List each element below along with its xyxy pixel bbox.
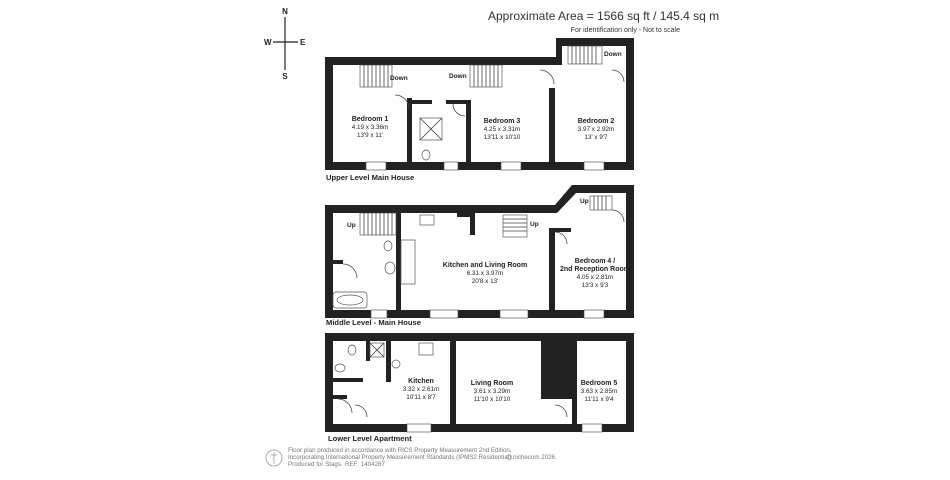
middle-level-plan <box>325 185 634 327</box>
footer-line-1: Floor plan produced in accordance with RICS Property Measurement 2nd Edition, <box>288 447 512 454</box>
approximate-area-text: Approximate Area = 1566 sq ft / 145.4 sq m <box>488 9 720 23</box>
bedroom-5-label: Bedroom 5 <box>580 380 618 387</box>
bedroom-5-imperial: 11'11 x 9'4 <box>584 396 614 403</box>
bedroom-3-metric: 4.25 x 3.31m <box>483 126 521 133</box>
upper-down-label-2: Down <box>449 73 467 80</box>
bedroom-2-metric: 3.97 x 2.92m <box>577 126 615 133</box>
kitchen-living-imperial: 20'8 x 13' <box>471 278 499 285</box>
footer-reference: REF: 1404287 <box>345 461 385 468</box>
bedroom-4-metric: 4.05 x 2.81m <box>576 274 614 281</box>
kitchen-worktop <box>401 240 415 284</box>
bedroom-3-imperial: 13'11 x 10'10 <box>483 134 521 141</box>
bedroom-4-label-line1: Bedroom 4 / <box>574 258 616 265</box>
kitchen-imperial: 10'11 x 8'7 <box>406 394 436 401</box>
lower-level-title: Lower Level Apartment <box>328 434 412 443</box>
rics-logo <box>266 450 282 466</box>
footer-line-2: Incorporating International Property Measurement Standards (IPMS2 Residential). <box>288 454 513 461</box>
upper-down-label-3: Down <box>604 51 622 58</box>
bedroom-1-label: Bedroom 1 <box>351 116 389 123</box>
upper-stairs-middle <box>470 65 502 87</box>
kitchen-living-label: Kitchen and Living Room <box>442 262 528 269</box>
lower-toilet-1 <box>348 345 356 355</box>
middle-level-title: Middle Level - Main House <box>326 318 421 327</box>
kitchen-living-metric: 6.31 x 3.97m <box>466 270 504 277</box>
bedroom-4-imperial: 13'3 x 9'3 <box>581 282 609 289</box>
compass-south: S <box>282 72 288 81</box>
living-room-metric: 3.61 x 3.29m <box>473 388 511 395</box>
kitchen-label: Kitchen <box>408 378 434 385</box>
middle-basin <box>385 262 395 274</box>
upper-level-title: Upper Level Main House <box>326 173 415 182</box>
compass-west: W <box>264 38 272 47</box>
upper-stairs-left <box>360 65 392 87</box>
lower-basin <box>392 360 400 368</box>
kitchen-sink <box>420 215 434 225</box>
footer-brand: nichecom 2026. <box>513 454 557 461</box>
middle-stairs-centre <box>503 215 527 237</box>
compass-north: N <box>282 7 288 16</box>
middle-up-label-3: Up <box>580 198 589 205</box>
identification-note: For identification only - Not to scale <box>570 27 680 34</box>
bedroom-2-imperial: 13' x 9'7 <box>584 134 608 141</box>
compass-east: E <box>300 38 306 47</box>
middle-up-label-2: Up <box>530 221 539 228</box>
living-room-imperial: 11'10 x 10'10 <box>473 396 511 403</box>
living-room-label: Living Room <box>470 380 514 387</box>
footer <box>266 447 557 468</box>
upper-down-label-1: Down <box>390 75 408 82</box>
kitchen-metric: 3.32 x 2.61m <box>402 386 440 393</box>
bedroom-4-label-line2: 2nd Reception Room <box>559 266 631 273</box>
middle-stairs-right <box>590 196 612 210</box>
middle-toilet <box>384 241 392 251</box>
footer-line-3: Produced for Stags. <box>288 461 343 468</box>
upper-stairs-right <box>568 46 602 64</box>
bedroom-5-metric: 3.63 x 2.85m <box>580 388 618 395</box>
compass-rose <box>264 7 306 81</box>
upper-toilet <box>422 150 430 160</box>
bedroom-3-label: Bedroom 3 <box>483 118 521 125</box>
middle-stairs-left <box>360 213 396 235</box>
lower-toilet-2 <box>335 364 345 372</box>
lower-sink <box>419 343 433 355</box>
bedroom-2-label: Bedroom 2 <box>577 118 615 125</box>
lower-level-plan <box>325 333 634 443</box>
middle-up-label-1: Up <box>347 222 356 229</box>
bedroom-1-metric: 4.19 x 3.36m <box>351 124 389 131</box>
upper-level-plan <box>325 38 634 182</box>
bedroom-1-imperial: 13'9 x 11' <box>356 132 384 139</box>
